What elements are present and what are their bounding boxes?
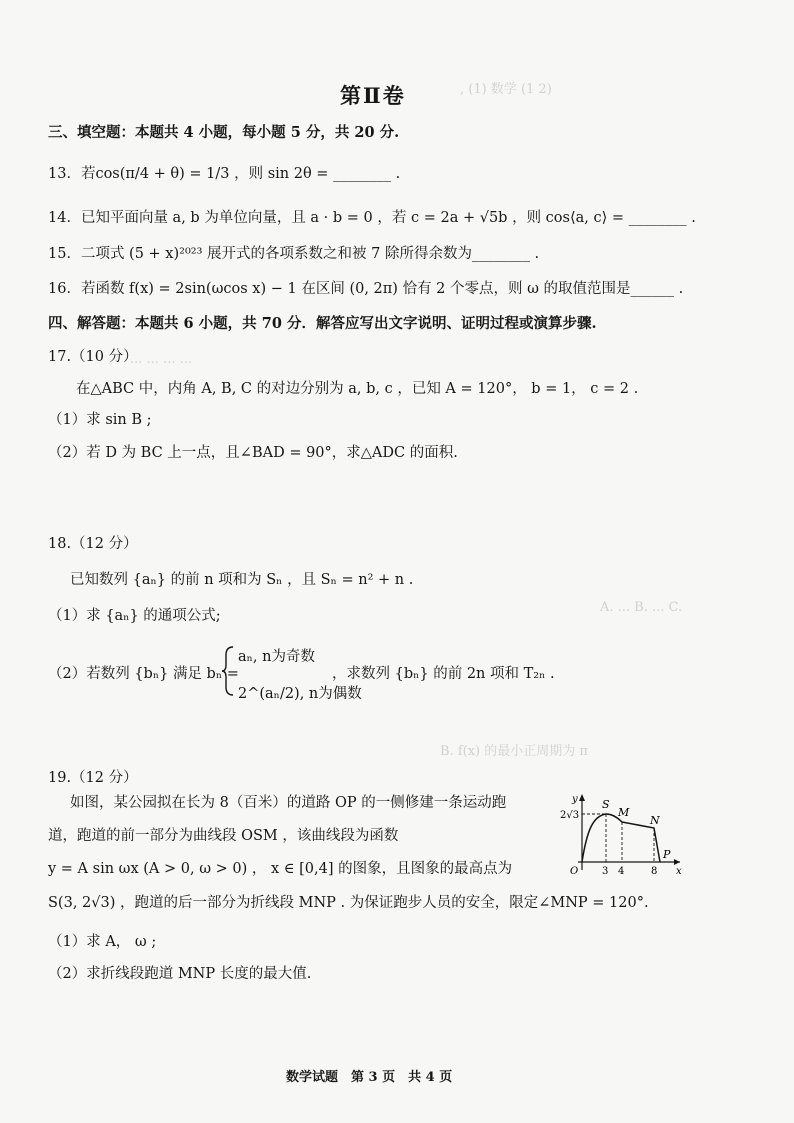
bleed-through-text: , (1) 数学 (1 2) (460, 82, 552, 97)
q17-stem: 在△ABC 中，内角 A, B, C 的对边分别为 a, b, c ，已知 A = 120°， b = 1， c = 2 . (76, 381, 639, 397)
question-15 (48, 242, 539, 263)
q18-stem: 已知数列 {aₙ} 的前 n 项和为 Sₙ ，且 Sₙ = n² + n . (70, 572, 414, 588)
q16-text: 16．若函数 f(x) = 2sin(ωcos x) − 1 在区间 (0, 2π) 恰有 2 个零点，则 ω 的取值范围是______ . (48, 281, 684, 297)
x-tick-8: 8 (651, 866, 658, 876)
bleed-through-text: A. ... B. ... C. (600, 600, 683, 615)
y-axis-label: y (572, 794, 578, 805)
point-P: P (663, 848, 671, 861)
q19-line4: S(3, 2√3) ，跑道的后一部分为折线段 MNP . 为保证跑步人员的安全，限定∠MNP = 120°. (48, 895, 649, 911)
q17-head: 17.（10 分） (48, 349, 138, 365)
bleed-through-text: B. f(x) 的最小正周期为 π (440, 744, 588, 759)
section-header-answer: 四、解答题：本题共 6 小题，共 70 分．解答应写出文字说明、证明过程或演算步骤. (48, 315, 597, 332)
q19-line3: y = A sin ωx (A > 0, ω > 0) ， x ∈ [0,4] 的图象，且图象的最高点为 (48, 861, 513, 877)
section-header-fill-blank: 三、填空题：本题共 4 小题，每小题 5 分，共 20 分. (48, 124, 400, 141)
page-footer: 数学试题 第 3 页 共 4 页 (286, 1070, 453, 1085)
page-title: 第Ⅱ卷 (340, 83, 406, 108)
q18-part2-suffix: ，求数列 {bₙ} 的前 2n 项和 T₂ₙ . (332, 666, 555, 682)
y-axis-arrow (579, 794, 585, 801)
y-tick-label: 2√3 (560, 810, 580, 821)
curve-OSM (582, 814, 622, 862)
q19-head: 19.（12 分） (48, 770, 138, 786)
q18-part1: （1）求 {aₙ} 的通项公式; (48, 608, 221, 624)
x-tick-4: 4 (618, 866, 625, 876)
question-13 (48, 162, 400, 183)
point-M: M (618, 806, 630, 819)
point-S: S (602, 798, 610, 811)
q18-case-odd: aₙ, n为奇数 (238, 649, 315, 665)
x-tick-3: 3 (602, 866, 609, 876)
q17-part2: （2）若 D 为 BC 上一点，且∠BAD = 90°，求△ADC 的面积. (48, 445, 458, 461)
q19-part1: （1）求 A， ω ; (48, 934, 157, 950)
q19-line2: 道，跑道的前一部分为曲线段 OSM ，该曲线段为函数 (48, 828, 399, 844)
q18-part2-prefix: （2）若数列 {bₙ} 满足 bₙ = (48, 666, 239, 682)
bleed-through-text: ... ... ... ... (130, 352, 192, 367)
q18-case-even: 2^(aₙ/2), n为偶数 (238, 686, 362, 702)
question-16 (48, 277, 683, 298)
q18-part2 (48, 662, 239, 683)
origin-label: O (570, 866, 579, 876)
q19-part2: （2）求折线段跑道 MNP 长度的最大值. (48, 966, 312, 982)
q17-part1: （1）求 sin B ; (48, 412, 152, 428)
q13-text: 13．若cos(π/4 + θ) = 1/3 ，则 sin 2θ = ________ . (48, 166, 401, 182)
track-figure (560, 790, 685, 876)
x-axis-label: x (676, 866, 682, 876)
q19-line1: 如图，某公园拟在长为 8（百米）的道路 OP 的一侧修建一条运动跑 (70, 795, 507, 811)
x-axis-arrow (674, 859, 680, 865)
q14-text: 14．已知平面向量 a, b 为单位向量，且 a · b = 0 ，若 c = 2a + √5b ，则 cos⟨a, c⟩ = ________ . (48, 210, 696, 226)
point-N: N (650, 814, 660, 827)
q18-head: 18.（12 分） (48, 536, 138, 552)
piecewise-brace (221, 645, 235, 697)
q15-text: 15．二项式 (5 + x)²⁰²³ 展开式的各项系数之和被 7 除所得余数为________ . (48, 246, 540, 262)
question-14 (48, 206, 696, 227)
